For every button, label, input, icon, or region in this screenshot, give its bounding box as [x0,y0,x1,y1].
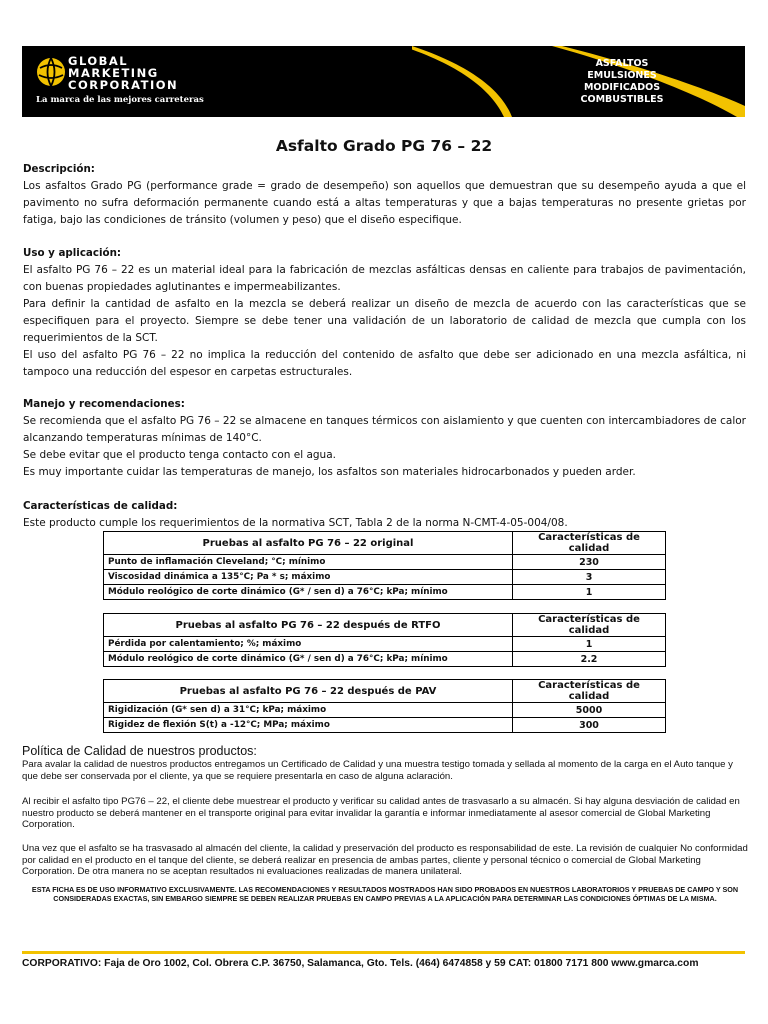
table-value-cell: 2.2 [513,652,666,667]
product-item: MODIFICADOS [583,82,661,93]
table-header-row [104,614,666,637]
paragraph: Los asfaltos Grado PG (performance grade = grado de desempeño) son aquellos que demuestran que su desempeño ayuda a que el pavimento no sufra deformación permanente cuando está a altas temperaturas y que a bajas temperaturas no presente grietas por fatiga, bajo las condiciones de tránsito (volumen y peso) que el diseño especifique. [23,180,746,226]
section-heading: Descripción: [23,163,95,175]
policy-paragraph [22,796,748,831]
table-row [104,570,666,585]
table-header-cell: Características de calidad [513,532,666,555]
table-cell: Viscosidad dinámica a 135°C; Pa * s; máximo [104,570,513,585]
section-manejo [23,396,746,481]
paragraph: El asfalto PG 76 – 22 es un material ideal para la fabricación de mezclas asfálticas densas en caliente para trabajos de pavimentación, con buenas propiedades aglutinantes e impermeabilizantes. [23,264,746,293]
paragraph: Una vez que el asfalto se ha trasvasado al almacén del cliente, la calidad y preservación del producto es responsabilidad de este. La revisión de cualquier No conformidad por calidad en el producto en el tanque del cliente, se deberá realizar en presencia de ambas partes, cliente y personal técnico o comercial de Global Marketing Corporation. De otra manera no se aceptan resultados ni evaluaciones realizadas de manera unilateral. [22,843,748,877]
table-cell: Rigidez de flexión S(t) a -12°C; MPa; máximo [104,718,513,733]
table-row [104,652,666,667]
header-banner [22,46,745,117]
logo-tagline: La marca de las mejores carreteras [36,95,204,105]
product-item: EMULSIONES [587,70,657,81]
paragraph: El uso del asfalto PG 76 – 22 no implica la reducción del contenido de asfalto que debe ser adicionado en una mezcla asfáltica, ni tampoco una reducción del espesor en carpetas estructurales. [23,349,746,378]
disclaimer: ESTA FICHA ES DE USO INFORMATIVO EXCLUSIVAMENTE. LAS RECOMENDACIONES Y RESULTADOS MOSTRADOS HAN SIDO PROBADOS EN NUESTROS LABORATORIOS Y PRUEBAS DE CAMPO Y SON CONSIDERADAS EXACTAS, SIN EMBARGO SIEMPRE SE DEBEN REALIZAR PRUEBAS EN CAMPO PREVIAS A LA APLICACIÓN PARA DETERMINAR LAS CONDICIONES ÓPTIMAS DE LA MISMA. [31,885,739,903]
table-header-cell: Características de calidad [513,680,666,703]
table-value-cell: 300 [513,718,666,733]
paragraph: Es muy importante cuidar las temperaturas de manejo, los asfaltos son materiales hidrocarbonados y pueden arder. [23,466,636,478]
section-heading: Uso y aplicación: [23,247,122,259]
paragraph: Al recibir el asfalto tipo PG76 – 22, el cliente debe muestrear el producto y verificar su calidad antes de trasvasarlo a su almacén. Si hay alguna desviación de calidad en nuestro producto se deberá mantener en el transporte original para evitar invalidar la garantía e informar inmediatamente al asesor comercial de Global Marketing Corporation. [22,796,740,830]
table-header-cell: Pruebas al asfalto PG 76 – 22 después de PAV [104,680,513,703]
table-row [104,718,666,733]
quality-table-original [103,531,666,600]
logo-text-line-2: MARKETING [68,66,159,80]
globe-logo-icon [35,56,67,88]
paragraph: Para avalar la calidad de nuestros productos entregamos un Certificado de Calidad y una muestra testigo tomada y sellada al momento de la carga en el Auto tanque y que debe ser conservada por el cliente, ya que se requiere presentarla en caso de alguna aclaración. [22,759,733,782]
paragraph: Para definir la cantidad de asfalto en la mezcla se deberá realizar un diseño de mezcla de acuerdo con las características que se especifiquen para el proyecto. Siempre se debe tener una validación de un laboratorio de calidad de mezcla que cumpla con los requerimientos de la SCT. [23,298,746,344]
table-row [104,585,666,600]
table-value-cell: 3 [513,570,666,585]
section-uso [23,245,746,381]
table-cell: Pérdida por calentamiento; %; máximo [104,637,513,652]
table-row [104,703,666,718]
table-value-cell: 1 [513,637,666,652]
table-value-cell: 1 [513,585,666,600]
policy-paragraph [22,759,748,782]
table-cell: Módulo reológico de corte dinámico (G* / sen d) a 76°C; kPa; mínimo [104,585,513,600]
table-cell: Módulo reológico de corte dinámico (G* / sen d) a 76°C; kPa; mínimo [104,652,513,667]
quality-table-pav [103,679,666,733]
section-heading: Manejo y recomendaciones: [23,398,185,410]
section-heading: Características de calidad: [23,500,178,512]
table-cell: Punto de inflamación Cleveland; °C; mínimo [104,555,513,570]
paragraph: Este producto cumple los requerimientos de la normativa SCT, Tabla 2 de la norma N-CMT-4-05-004/08. [23,517,568,529]
policy-paragraph [22,843,748,878]
paragraph: Se debe evitar que el producto tenga contacto con el agua. [23,449,336,461]
table-header-row [104,532,666,555]
table-row [104,555,666,570]
paragraph: Se recomienda que el asfalto PG 76 – 22 se almacene en tanques térmicos con aislamiento y que cuenten con intercambiadores de calor alcanzando temperaturas mínimas de 140°C. [23,415,746,444]
footer-contact: CORPORATIVO: Faja de Oro 1002, Col. Obrera C.P. 36750, Salamanca, Gto. Tels. (464) 6474858 y 59 CAT: 01800 7171 800 www.gmarca.com [22,958,699,969]
table-row [104,637,666,652]
table-cell: Rigidización (G* sen d) a 31°C; kPa; máximo [104,703,513,718]
quality-table-rtfo [103,613,666,667]
logo-text-line-1: GLOBAL [68,54,129,68]
product-item: ASFALTOS [595,58,649,69]
policy-heading: Política de Calidad de nuestros productos: [22,744,257,758]
table-value-cell: 5000 [513,703,666,718]
document-title: Asfalto Grado PG 76 – 22 [275,137,493,155]
footer-divider [22,951,745,954]
product-item: COMBUSTIBLES [580,94,664,105]
table-header-cell: Características de calidad [513,614,666,637]
table-header-cell: Pruebas al asfalto PG 76 – 22 original [104,532,513,555]
product-list [567,58,677,106]
table-header-row [104,680,666,703]
table-header-cell: Pruebas al asfalto PG 76 – 22 después de RTFO [104,614,513,637]
table-value-cell: 230 [513,555,666,570]
section-caracteristicas [23,498,746,532]
section-descripcion [23,161,746,229]
logo-text-line-3: CORPORATION [68,78,179,92]
